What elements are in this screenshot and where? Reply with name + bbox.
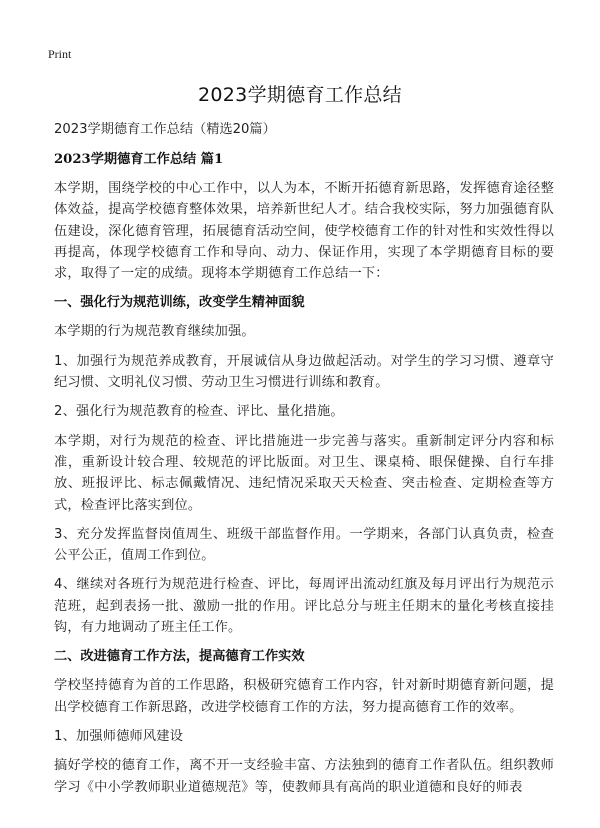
paragraph: 学校坚持德育为首的工作思路，积极研究德育工作内容，针对新时期德育新问题，提出学校德育工作新思路，改进学校德育工作的方法，努力提高德育工作的效率。 [54,678,554,715]
paragraph: 2、强化行为规范教育的检查、评比、量化措施。 [54,404,344,420]
print-link[interactable]: Print [48,47,72,61]
paragraph: 本学期，对行为规范的检查、评比措施进一步完善与落实。重新制定评分内容和标准，重新设计较合理、较规范的评比版面。对卫生、课桌椅、眼保健操、自行车排放、班报评比、标志佩戴情况、违纪情况采取天天检查、突击检查、定期检查等方式，检查评比落实到位。 [54,433,554,513]
paragraph: 本学期的行为规范教育继续加强。 [54,324,255,340]
section-2-heading: 二、改进德育工作方法，提高德育工作实效 [54,649,305,665]
article-heading: 2023学期德育工作总结 篇1 [54,152,224,167]
document-body [54,119,554,806]
section-1-heading: 一、强化行为规范训练，改变学生精神面貌 [54,295,305,311]
paragraph: 4、继续对各班行为规范进行检查、评比，每周评出流动红旗及每月评出行为规范示范班，起到表扬一批、激励一批的作用。评比总分与班主任期末的量化考核直接挂钩，有力地调动了班主任工作。 [54,577,554,636]
paragraph: 搞好学校的德育工作，离不开一支经验丰富、方法独到的德育工作者队伍。组织教师学习《中小学教师职业道德规范》等，使教师具有高尚的职业道德和良好的师表 [54,758,554,795]
paragraph: 3、充分发挥监督岗值周生、班级干部监督作用。一学期来，各部门认真负责，检查公平公正，值周工作到位。 [54,526,554,564]
document-subtitle: 2023学期德育工作总结（精选20篇） [54,122,276,137]
page-title: 2023学期德育工作总结 [198,84,402,106]
intro-paragraph: 本学期，围绕学校的中心工作中，以人为本，不断开拓德育新思路，发挥德育途径整体效益，提高学校德育整体效果，培养新世纪人才。结合我校实际，努力加强德育队伍建设，深化德育管理，拓展德育活动空间，使学校德育工作的针对性和实效性得以再提高，体现学校德育工作和导向、动力、保证作用，实现了本学期德育目标的要求，取得了一定的成绩。现将本学期德育工作总结一下： [54,181,554,282]
paragraph: 1、加强师德师风建设 [54,728,184,744]
paragraph: 1、加强行为规范养成教育，开展诚信从身边做起活动。对学生的学习习惯、遵章守纪习惯、文明礼仪习惯、劳动卫生习惯进行训练和教育。 [54,353,554,391]
